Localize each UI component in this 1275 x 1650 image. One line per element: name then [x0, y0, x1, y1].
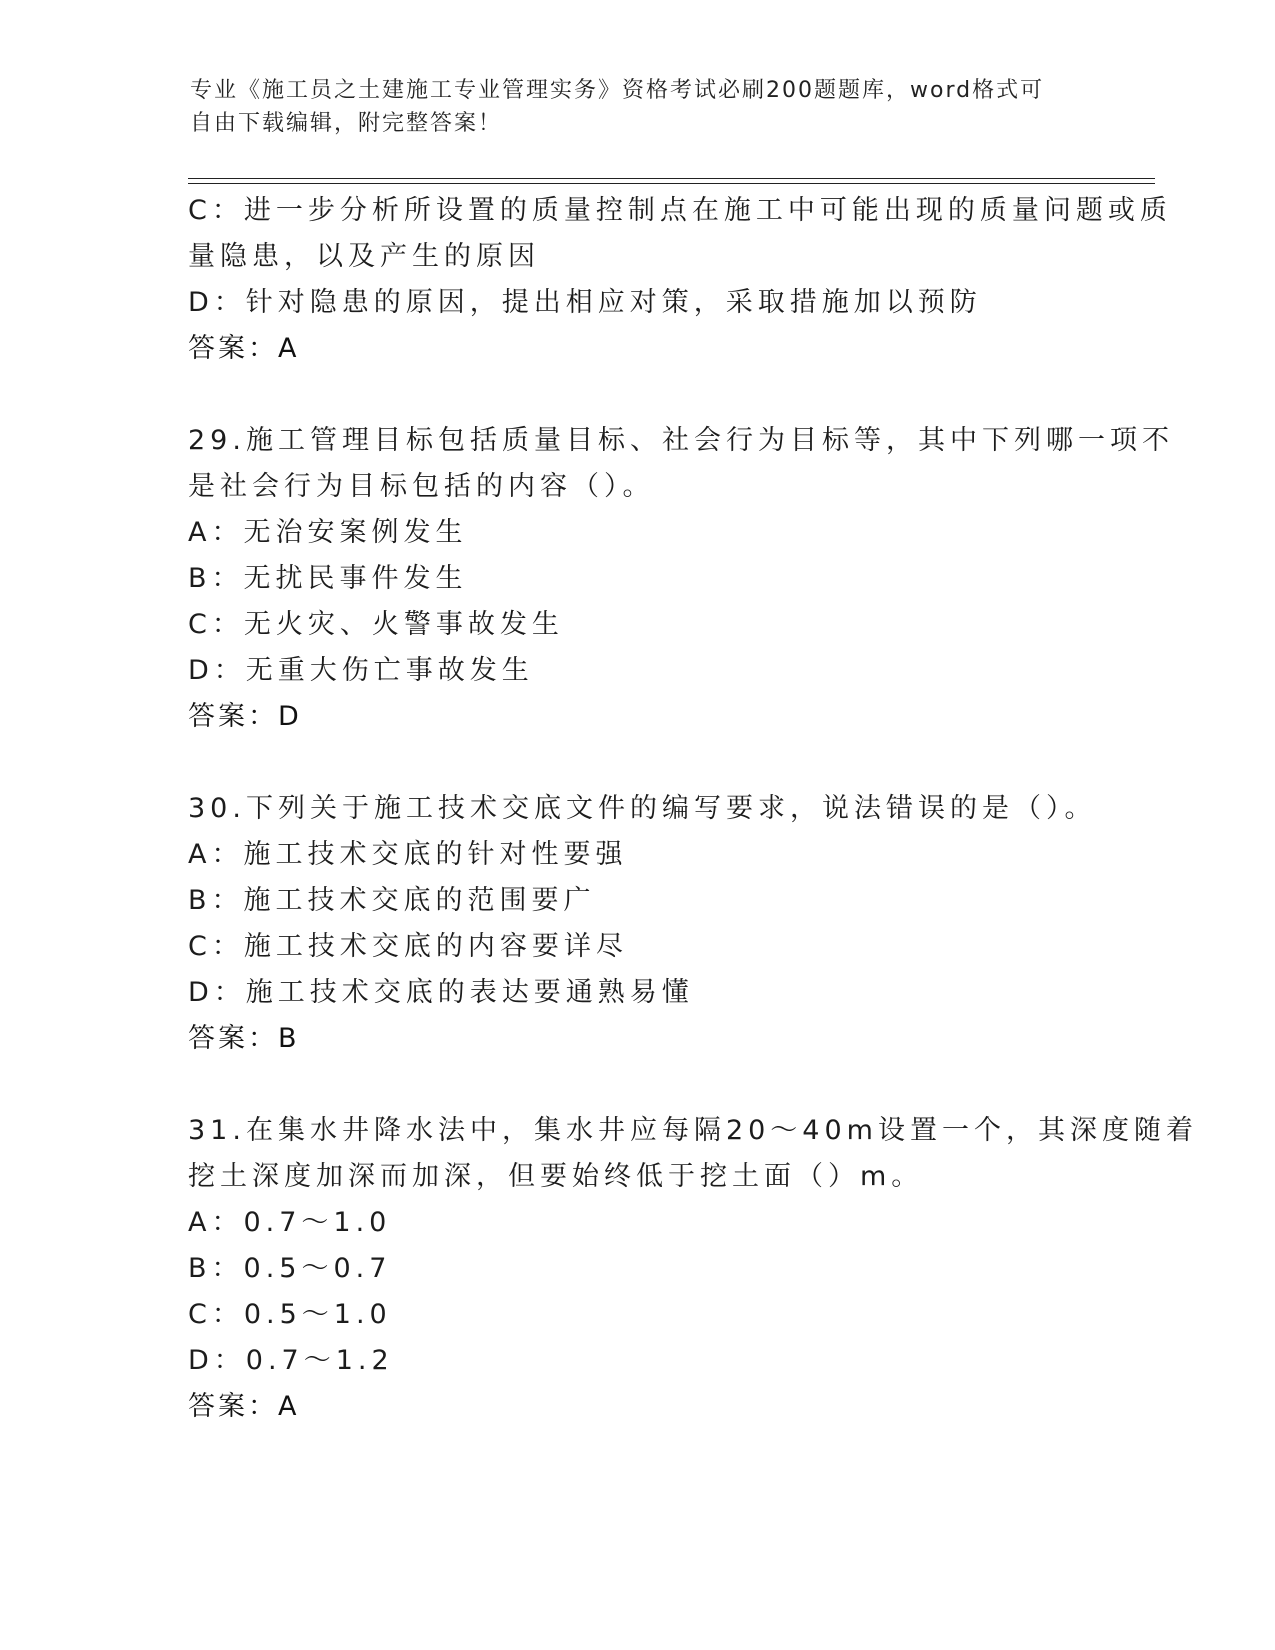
option-c: C：进一步分析所设置的质量控制点在施工中可能出现的质量问题或质: [188, 195, 1172, 226]
option-a: A：0.7～1.0: [188, 1207, 392, 1238]
question-stem-continued: 挖土深度加深而加深，但要始终低于挖土面（）m。: [188, 1161, 924, 1192]
option-a: A：施工技术交底的针对性要强: [188, 839, 628, 870]
header-line-2: 自由下载编辑，附完整答案！: [190, 111, 503, 136]
option-c-continued: 量隐患，以及产生的原因: [188, 241, 540, 272]
question-stem-continued: 是社会行为目标包括的内容（）。: [188, 471, 655, 502]
question-stem: 30.下列关于施工技术交底文件的编写要求，说法错误的是（）。: [188, 793, 1097, 824]
question-30: [188, 786, 1097, 1062]
option-d: D：施工技术交底的表达要通熟易懂: [188, 977, 694, 1008]
option-b: B：无扰民事件发生: [188, 563, 468, 594]
document-header: [190, 74, 1070, 140]
spacer: [188, 1062, 1088, 1108]
header-rule-top: [188, 178, 1155, 179]
option-d: D：0.7～1.2: [188, 1345, 394, 1376]
header-rule-bottom: [188, 183, 1155, 184]
question-stem: 29.施工管理目标包括质量目标、社会行为目标等，其中下列哪一项不: [188, 425, 1174, 456]
question-stem: 31.在集水井降水法中，集水井应每隔20～40m设置一个，其深度随着: [188, 1115, 1198, 1146]
option-d: D：针对隐患的原因，提出相应对策，采取措施加以预防: [188, 287, 982, 318]
option-b: B：施工技术交底的范围要广: [188, 885, 596, 916]
question-28: [188, 188, 1172, 372]
answer: 答案：B: [188, 1023, 300, 1054]
answer: 答案：A: [188, 1391, 300, 1422]
option-a: A：无治安案例发生: [188, 517, 468, 548]
answer: 答案：A: [188, 333, 300, 364]
question-list: [188, 188, 1198, 1430]
question-29: [188, 418, 1174, 740]
option-c: C：无火灾、火警事故发生: [188, 609, 564, 640]
answer: 答案：D: [188, 701, 302, 732]
option-d: D：无重大伤亡事故发生: [188, 655, 534, 686]
option-b: B：0.5～0.7: [188, 1253, 392, 1284]
option-c: C：0.5～1.0: [188, 1299, 392, 1330]
header-line-1: 专业《施工员之土建施工专业管理实务》资格考试必刷200题题库，word格式可: [190, 78, 1045, 103]
spacer: [188, 372, 1088, 418]
question-31: [188, 1108, 1198, 1430]
option-c: C：施工技术交底的内容要详尽: [188, 931, 628, 962]
spacer: [188, 740, 1088, 786]
